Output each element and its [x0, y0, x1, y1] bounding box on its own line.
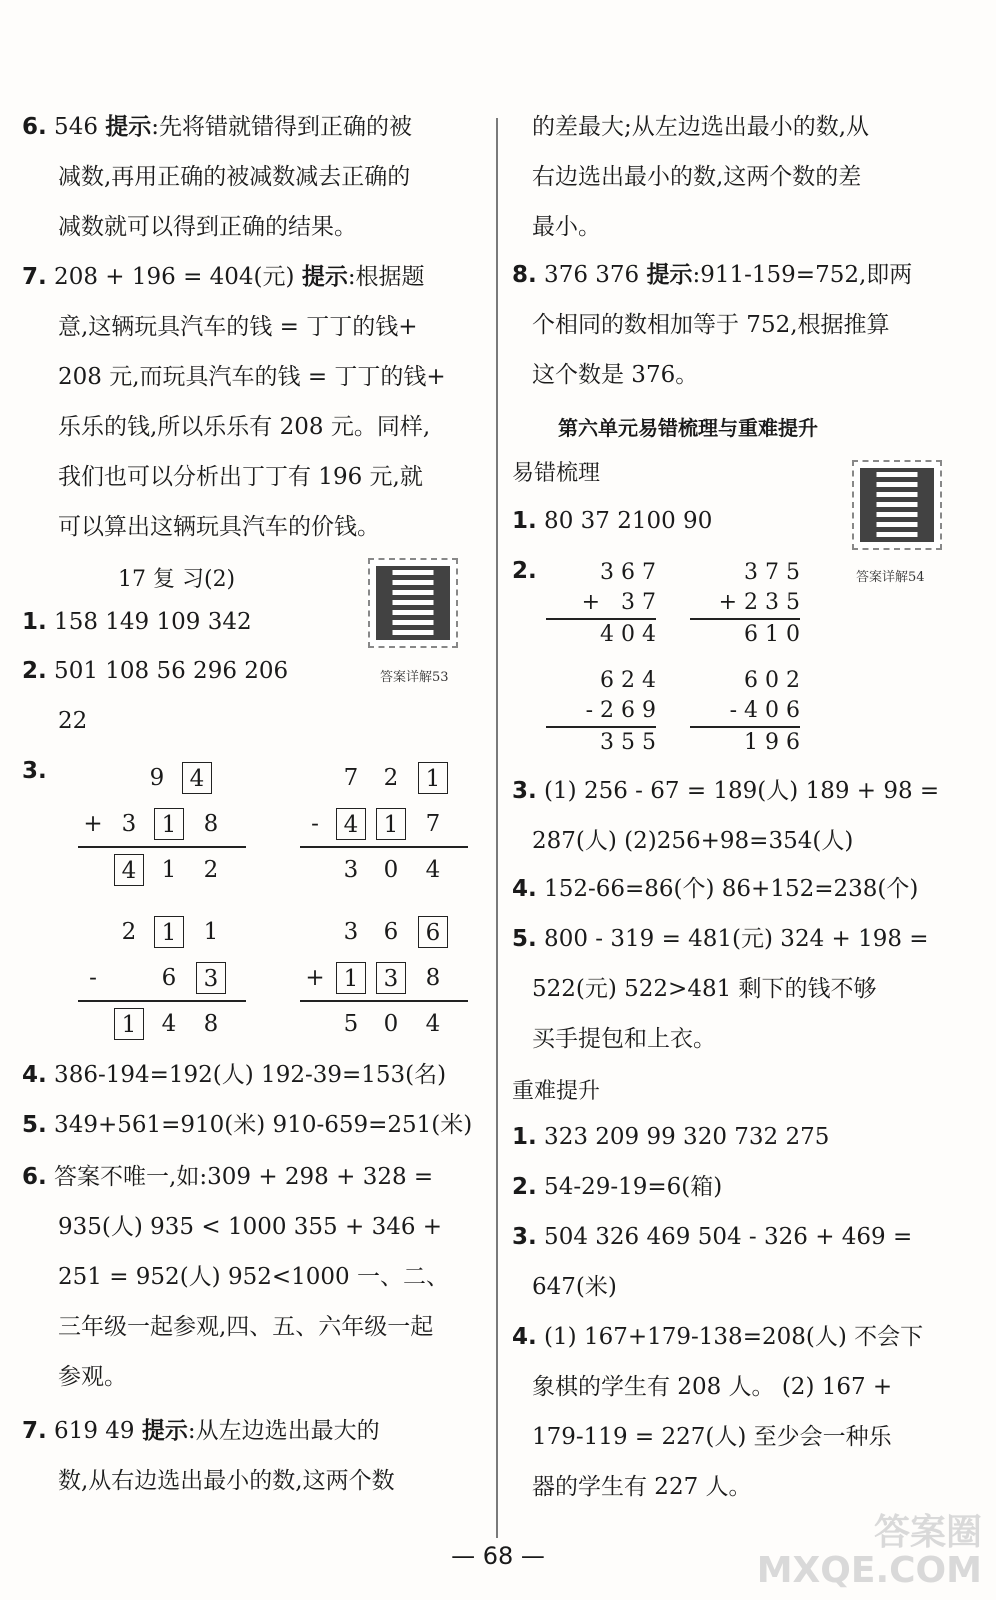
watermark-text: 答案圈: [873, 1512, 982, 1553]
answer-value: 80 37 2100 90: [536, 508, 713, 534]
easy-wrong-3: [512, 776, 939, 806]
answer-value: 504 326 469 504 - 326 + 469 =: [536, 1224, 913, 1250]
text-line: 179-119 = 227(人) 至少会一种乐: [532, 1424, 892, 1450]
item-number: 6.: [22, 114, 47, 140]
item-number: 1.: [512, 1124, 537, 1150]
hard-1: [512, 1122, 829, 1152]
answer-value: 152-66=86(个) 86+152=238(个): [536, 876, 919, 902]
text-line: 个相同的数相加等于 752,根据推算: [532, 312, 890, 338]
review-7: [22, 1416, 380, 1446]
review-title: 17 复 习(2): [118, 567, 236, 592]
hint-text: :先将错就错得到正确的被: [151, 114, 413, 140]
digit: 3: [343, 919, 359, 945]
review-2: [22, 656, 288, 686]
hint-label: 提示: [141, 1418, 188, 1444]
text-line: 935(人) 935 < 1000 355 + 346 +: [58, 1214, 443, 1240]
easy-wrong-4: [512, 874, 918, 904]
filled-box: 6: [418, 916, 448, 948]
easy-wrong-2: [512, 556, 537, 586]
filled-box: 4: [336, 808, 366, 840]
calc-row: + 3 7: [546, 588, 656, 620]
text-line: 减数,再用正确的被减数减去正确的: [58, 164, 411, 190]
answer-value: 619 49: [46, 1418, 142, 1444]
text-line: 三年级一起参观,四、五、六年级一起: [58, 1314, 434, 1340]
hint-label: 提示: [105, 114, 152, 140]
vertical-calc-1: [78, 762, 248, 892]
text-line: 可以算出这辆玩具汽车的价钱。: [58, 514, 380, 540]
digit: 7: [343, 765, 359, 791]
digit: 2: [203, 857, 219, 883]
digit: 1: [161, 857, 177, 883]
operator: -: [311, 811, 319, 837]
calc-row: 3 5 5: [600, 730, 656, 755]
watermark-url: MXQE.COM: [756, 1550, 982, 1591]
vertical-calc-c: [546, 666, 656, 758]
operator: +: [305, 965, 325, 991]
item-number: 5.: [512, 926, 537, 952]
calc-row: 4 0 4: [600, 622, 656, 647]
item-number: 5.: [22, 1112, 47, 1138]
text-line: 522(元) 522>481 剩下的钱不够: [532, 976, 877, 1002]
text-line: 最小。: [532, 214, 601, 240]
text-line: 右边选出最小的数,这两个数的差: [532, 164, 862, 190]
qr-code-icon: [368, 558, 458, 648]
text-line: 这个数是 376。: [532, 362, 699, 388]
digit: 7: [425, 811, 441, 837]
sum-line: [300, 1000, 468, 1002]
digit: 8: [203, 1011, 219, 1037]
section-heading: 重难提升: [512, 1079, 601, 1104]
answer-value: 答案不唯一,如:309 + 298 + 328 =: [46, 1164, 434, 1190]
text-line: 买手提包和上衣。: [532, 1026, 716, 1052]
answer-value: 208 + 196 = 404(元): [46, 264, 302, 290]
digit: 8: [425, 965, 441, 991]
item-number: 2.: [512, 558, 537, 584]
item-number: 4.: [512, 876, 537, 902]
calc-row: 3 7 5: [744, 560, 800, 585]
vertical-calc-a: [546, 558, 656, 650]
filled-box: 3: [376, 962, 406, 994]
filled-box: 4: [182, 762, 212, 794]
filled-box: 4: [114, 854, 144, 886]
item-number: 7.: [22, 264, 47, 290]
review-5: [22, 1110, 472, 1140]
qr-code-icon: [852, 460, 942, 550]
review-1: [22, 607, 252, 637]
review-4: [22, 1060, 446, 1090]
digit: 1: [203, 919, 219, 945]
hint-text: :根据题: [347, 264, 425, 290]
operator: -: [89, 965, 97, 991]
vertical-calc-3: [78, 916, 248, 1046]
answer-value: 349+561=910(米) 910-659=251(米): [46, 1112, 473, 1138]
filled-box: 3: [196, 962, 226, 994]
text-line: 乐乐的钱,所以乐乐有 208 元。同样,: [58, 414, 431, 440]
review-6: [22, 1162, 433, 1192]
hint-text: :从左边选出最大的: [187, 1418, 380, 1444]
answer-value: (1) 167+179-138=208(人) 不会下: [536, 1324, 924, 1350]
answer-value: 546: [46, 114, 106, 140]
hint-label: 提示: [301, 264, 348, 290]
answer-value: 376 376: [536, 262, 647, 288]
filled-box: 1: [376, 808, 406, 840]
calc-row: - 2 6 9: [546, 696, 656, 728]
digit: 5: [343, 1011, 359, 1037]
item-number: 3.: [512, 778, 537, 804]
text-line: 287(人) (2)256+98=354(人): [532, 828, 854, 854]
item-number: 2.: [512, 1174, 537, 1200]
text-line: 的差最大;从左边选出最小的数,从: [532, 114, 870, 140]
item-number: 1.: [22, 609, 47, 635]
vertical-calc-4: [300, 916, 470, 1046]
easy-wrong-5: [512, 924, 929, 954]
column-divider: [496, 118, 498, 1538]
answer-value: 501 108 56 296 206: [46, 658, 289, 684]
digit: 8: [203, 811, 219, 837]
text-line: 22: [58, 708, 88, 734]
item-number: 4.: [512, 1324, 537, 1350]
digit: 3: [121, 811, 137, 837]
digit: 3: [343, 857, 359, 883]
review-3: [22, 756, 47, 786]
easy-wrong-1: [512, 506, 712, 536]
text-line: 参观。: [58, 1364, 127, 1390]
difference-line: [78, 1000, 246, 1002]
text-line: 减数就可以得到正确的结果。: [58, 214, 357, 240]
operator: +: [83, 811, 103, 837]
digit: 9: [149, 765, 165, 791]
calc-row: 6 0 2: [744, 668, 800, 693]
item-number: 2.: [22, 658, 47, 684]
hard-4: [512, 1322, 923, 1352]
hard-3: [512, 1222, 912, 1252]
calc-row: 6 1 0: [744, 622, 800, 647]
answer-6: [22, 112, 412, 142]
section-heading: 易错梳理: [512, 461, 601, 486]
calc-row: 3 6 7: [600, 560, 656, 585]
answer-value: 800 - 319 = 481(元) 324 + 198 =: [536, 926, 929, 952]
filled-box: 1: [154, 808, 184, 840]
digit: 0: [383, 1011, 399, 1037]
item-number: 3.: [512, 1224, 537, 1250]
answer-value: 386-194=192(人) 192-39=153(名): [46, 1062, 447, 1088]
text-line: 象棋的学生有 208 人。 (2) 167 +: [532, 1374, 893, 1400]
unit-title: 第六单元易错梳理与重难提升: [558, 416, 818, 440]
digit: 4: [425, 1011, 441, 1037]
digit: 4: [425, 857, 441, 883]
text-line: 我们也可以分析出丁丁有 196 元,就: [58, 464, 423, 490]
calc-row: 1 9 6: [744, 730, 800, 755]
answer-value: 323 209 99 320 732 275: [536, 1124, 830, 1150]
filled-box: 1: [418, 762, 448, 794]
calc-row: - 4 0 6: [690, 696, 800, 728]
vertical-calc-b: [690, 558, 800, 650]
hint-label: 提示: [646, 262, 693, 288]
answer-value: 158 149 109 342: [46, 609, 252, 635]
filled-box: 1: [336, 962, 366, 994]
vertical-calc-d: [690, 666, 800, 758]
item-number: 1.: [512, 508, 537, 534]
hard-2: [512, 1172, 722, 1202]
answer-8: [512, 260, 912, 290]
qr-label: 答案详解54: [856, 570, 925, 585]
digit: 6: [161, 965, 177, 991]
page-number: — 68 —: [451, 1542, 545, 1570]
digit: 2: [121, 919, 137, 945]
answer-value: (1) 256 - 67 = 189(人) 189 + 98 =: [536, 778, 940, 804]
text-line: 数,从右边选出最小的数,这两个数: [58, 1468, 395, 1494]
text-line: 251 = 952(人) 952<1000 一、二、: [58, 1264, 449, 1290]
item-number: 8.: [512, 262, 537, 288]
text-line: 器的学生有 227 人。: [532, 1474, 752, 1500]
digit: 4: [161, 1011, 177, 1037]
item-number: 7.: [22, 1418, 47, 1444]
text-line: 意,这辆玩具汽车的钱 = 丁丁的钱+: [58, 314, 418, 340]
calc-row: 6 2 4: [600, 668, 656, 693]
item-number: 6.: [22, 1164, 47, 1190]
answer-7: [22, 262, 425, 292]
digit: 2: [383, 765, 399, 791]
filled-box: 1: [154, 916, 184, 948]
difference-line: [300, 846, 468, 848]
hint-text: :911-159=752,即两: [692, 262, 913, 288]
digit: 6: [383, 919, 399, 945]
item-number: 3.: [22, 758, 47, 784]
calc-row: + 2 3 5: [690, 588, 800, 620]
text-line: 208 元,而玩具汽车的钱 = 丁丁的钱+: [58, 364, 446, 390]
vertical-calc-2: [300, 762, 470, 892]
sum-line: [78, 846, 246, 848]
digit: 0: [383, 857, 399, 883]
answer-value: 54-29-19=6(箱): [536, 1174, 723, 1200]
text-line: 647(米): [532, 1274, 617, 1300]
item-number: 4.: [22, 1062, 47, 1088]
filled-box: 1: [114, 1008, 144, 1040]
qr-label: 答案详解53: [380, 670, 449, 685]
watermark: [757, 1514, 982, 1590]
